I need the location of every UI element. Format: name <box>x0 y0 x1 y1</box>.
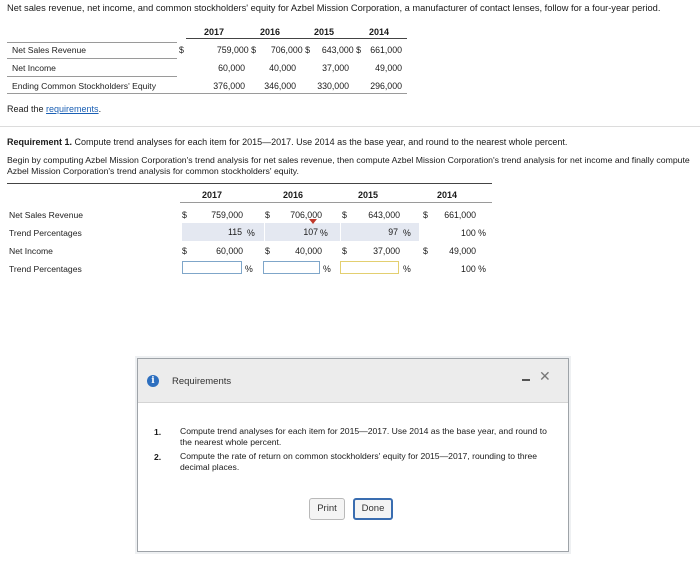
correct-marker-icon <box>309 219 317 224</box>
close-icon[interactable]: ✕ <box>539 368 551 384</box>
table1-cell: 330,000 <box>317 81 349 91</box>
currency-symbol: $ <box>182 210 187 220</box>
requirements-link[interactable]: requirements <box>46 104 99 114</box>
percent-sign: % <box>403 228 411 238</box>
percent-sign: % <box>403 264 411 274</box>
requirement-1-heading <box>7 137 567 147</box>
requirement-number: 1. <box>154 427 162 437</box>
table1-cell: 60,000 <box>218 63 245 73</box>
dialog-title: Requirements <box>172 376 232 387</box>
table2-cell: 40,000 <box>295 246 322 256</box>
percent-sign: % <box>320 228 328 238</box>
currency-symbol: $ <box>423 246 428 256</box>
table2-header-2015: 2015 <box>358 190 379 200</box>
requirement-1-text: Compute trend analyses for each item for 2015—2017. Use 2014 as the base year, and round to the nearest whole percent. <box>72 137 568 147</box>
table2-cell: 706,000 <box>290 210 322 220</box>
table1-cell: 40,000 <box>269 63 296 73</box>
requirement-text: Compute the rate of return on common stockholders' equity for 2015—2017, rounding to three decimal places. <box>180 451 538 472</box>
table2-row-label: Trend Percentages <box>9 228 82 238</box>
table2-cell: 759,000 <box>211 210 243 220</box>
table1-cell: 346,000 <box>264 81 296 91</box>
currency-symbol: $ <box>182 246 187 256</box>
trend-value-2017[interactable]: 115 <box>227 227 242 237</box>
table1-row-label: Ending Common Stockholders' Equity <box>12 81 156 91</box>
currency-symbol: $ <box>265 246 270 256</box>
info-icon: i <box>147 375 159 387</box>
trend-value-2015[interactable]: 97 <box>388 227 398 237</box>
trend-base-2014: 100 % <box>461 264 486 274</box>
currency-symbol: $ <box>265 210 270 220</box>
percent-sign: % <box>245 264 253 274</box>
table2-cell: 643,000 <box>368 210 400 220</box>
trend-value-2016[interactable]: 107 <box>303 227 318 237</box>
percent-sign: % <box>247 228 255 238</box>
requirement-number: 2. <box>154 452 162 462</box>
table1-cell: 759,000 $ <box>216 45 256 55</box>
currency-symbol: $ <box>342 210 347 220</box>
table2-row-label: Trend Percentages <box>9 264 82 274</box>
table2-row-label: Net Income <box>9 246 53 256</box>
dialog-header <box>138 359 568 403</box>
print-button[interactable]: Print <box>309 498 345 520</box>
table1-cell: 643,000 $ <box>321 45 361 55</box>
trend-input-2017[interactable] <box>182 261 242 274</box>
table1-header-2016: 2016 <box>260 27 281 37</box>
requirements-dialog <box>137 358 569 552</box>
read-prefix: Read the <box>7 104 47 114</box>
table1-header-2014: 2014 <box>369 27 390 37</box>
requirement-text: Compute trend analyses for each item for 2015—2017. Use 2014 as the base year, and round to the nearest whole percent. <box>180 426 547 447</box>
table2-cell: 661,000 <box>444 210 476 220</box>
table2-header-2014: 2014 <box>437 190 458 200</box>
table1-cell: 376,000 <box>213 81 245 91</box>
table1-cell: 296,000 <box>370 81 402 91</box>
table1-currency: $ <box>179 45 184 55</box>
read-requirements <box>7 104 101 114</box>
requirement-1-bold: Requirement 1. <box>7 137 73 147</box>
table2-row-label: Net Sales Revenue <box>9 210 84 220</box>
currency-symbol: $ <box>342 246 347 256</box>
table1-cell: 49,000 <box>375 63 402 73</box>
table2-header-2016: 2016 <box>283 190 304 200</box>
table2-cell: 49,000 <box>449 246 476 256</box>
read-suffix: . <box>98 104 102 114</box>
table2-header-2017: 2017 <box>202 190 223 200</box>
trend-base-2014: 100 % <box>461 228 486 238</box>
intro-text: Net sales revenue, net income, and common stockholders' equity for Azbel Mission Corporation, a manufacturer of contact lenses, follow for a four-year period. <box>7 3 661 13</box>
section-divider <box>0 126 700 127</box>
table1-header-2015: 2015 <box>314 27 335 37</box>
instructions-text: Begin by computing Azbel Mission Corporation's trend analysis for net sales revenue, then compute Azbel Mission Corporation's trend analysis for net income and finally compute Azbel Mission Corporation's trend analysis for common stockholders' equity. <box>7 155 690 176</box>
table2-cell: 37,000 <box>373 246 400 256</box>
table1-row-label: Net Sales Revenue <box>12 45 87 55</box>
percent-sign: % <box>323 264 331 274</box>
table2-cell: 60,000 <box>216 246 243 256</box>
currency-symbol: $ <box>423 210 428 220</box>
table1-cell: 661,000 <box>370 45 402 55</box>
minimize-icon[interactable] <box>522 379 530 381</box>
table1-header-2017: 2017 <box>204 27 225 37</box>
trend-input-2015[interactable] <box>340 261 399 274</box>
table1-cell: 37,000 <box>322 63 349 73</box>
table1-cell: 706,000 $ <box>270 45 310 55</box>
table1-row-label: Net Income <box>12 63 56 73</box>
trend-input-2016[interactable] <box>263 261 320 274</box>
done-button[interactable]: Done <box>353 498 393 520</box>
